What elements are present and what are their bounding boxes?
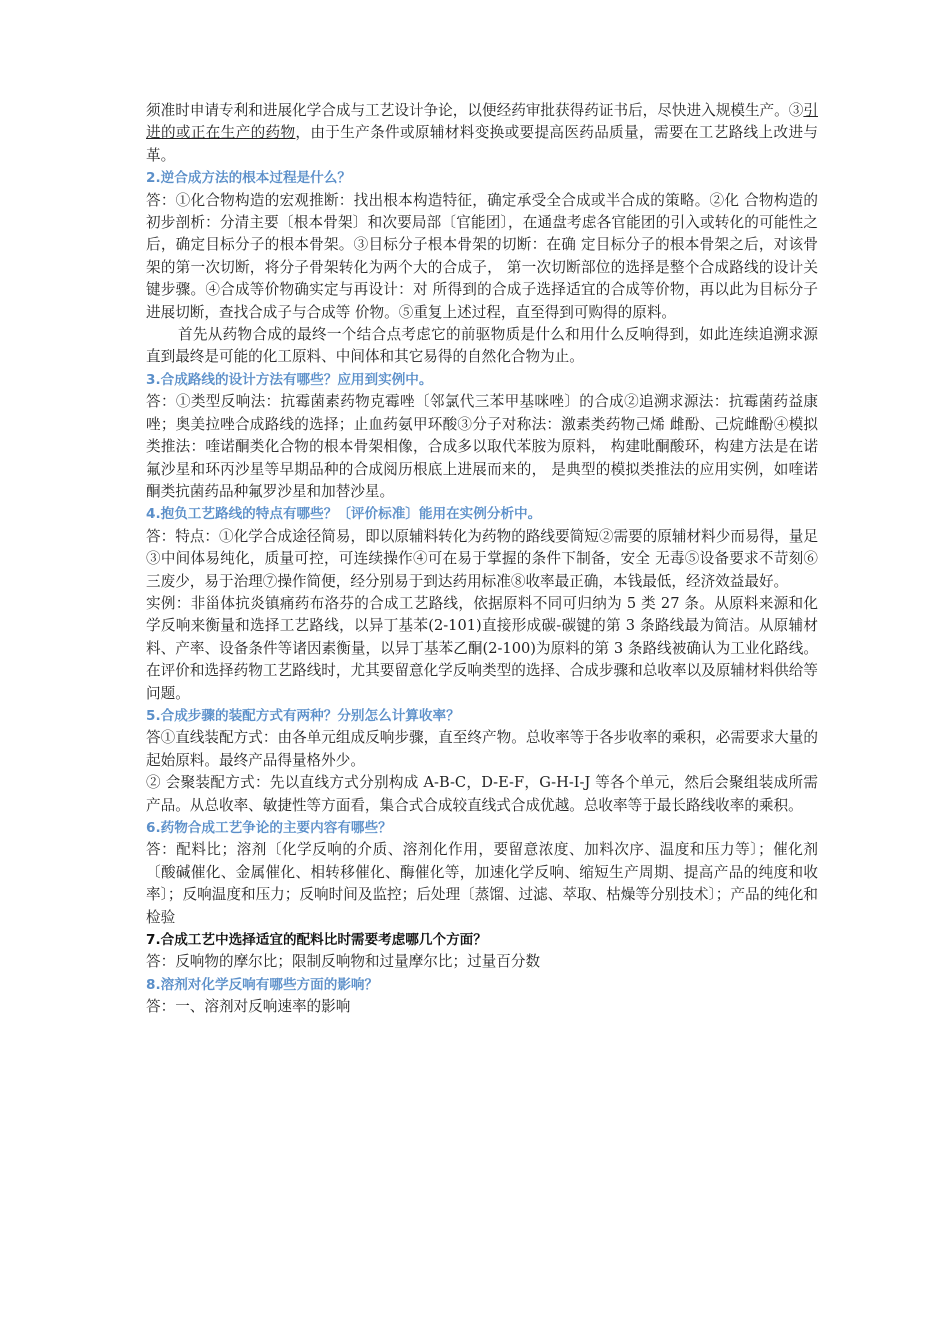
question-5: 5.合成步骤的装配方式有两种？分别怎么计算收率？ [146, 707, 460, 724]
question-4: 4.抱负工艺路线的特点有哪些？〔评价标准〕能用在实例分析中。 [146, 506, 542, 523]
question-2: 2.逆合成方法的根本过程是什么？ [146, 170, 351, 187]
question-6: 6.药物合成工艺争论的主要内容有哪些？ [146, 820, 392, 836]
answer-5-linear: 答①直线装配方式：由各单元组成反响步骤，直至终产物。总收率等于各步收率的乘积，必需要求大量的起始原料。最终产品得量格外少。 [146, 729, 818, 769]
answer-5-convergent: ② 会聚装配方式：先以直线方式分别构成 A-B-C，D-E-F，G-H-I-J 等各个单元，然后会聚组装成所需产品。从总收率、敏捷性等方面看，集合式合成较直线式合成优越。总收率等于最长路线收率的乘积。 [146, 774, 818, 814]
document-page [146, 100, 818, 1019]
answer-4: 答：特点：①化学合成途径简易，即以原辅料转化为药物的路线要简短②需要的原辅材料少而易得，量足③中间体易纯化，质量可控，可连续操作④可在易于掌握的条件下制备，安全 无毒⑤设备要求不苛刻⑥三废少，易于治理⑦操作简便，经分别易于到达药用标准⑧收率最正确，本钱最低，经济效益最好。 [146, 527, 818, 590]
answer-8: 答：一、溶剂对反响速率的影响 [146, 998, 351, 1016]
question-3: 3.合成路线的设计方法有哪些？应用到实例中。 [146, 371, 433, 388]
answer-6: 答：配料比；溶剂〔化学反响的介质、溶剂化作用，要留意浓度、加料次序、温度和压力等〕；催化剂〔酸碱催化、金属催化、相转移催化、酶催化等，加速化学反响、缩短生产周期、提高产品的纯度和收率〕；反响温度和压力；反响时间及监控；后处理〔蒸馏、过滤、萃取、枯燥等分别技术〕；产品的纯化和检验 [146, 841, 818, 926]
question-8: 8.溶剂对化学反响有哪些方面的影响？ [146, 976, 379, 993]
underlined-phrase: 引进的或正在生产的药物 [146, 102, 818, 142]
paragraph-intro: 须准时申请专利和进展化学合成与工艺设计争论，以便经药审批获得药证书后，尽快进入规模生产。③引进的或正在生产的药物，由于生产条件或原辅材料变换或要提高医药品质量，需要在工艺路线上改进与革。 [146, 102, 818, 164]
question-7: 7.合成工艺中选择适宜的配料比时需要考虑哪几个方面？ [146, 932, 487, 949]
answer-3: 答：①类型反响法：抗霉菌素药物克霉唑〔邻氯代三苯甲基咪唑〕的合成②追溯求源法：抗霉菌药益康唑；奥美拉唑合成路线的选择；止血药氨甲环酸③分子对称法：激素类药物己烯 雌酚、己烷雌酚④模拟类推法：喹诺酮类化合物的根本骨架相像，合成多以取代苯胺为原料， 构建吡酮酸环，构建方法是在诺氟沙星和环丙沙星等早期品种的合成阅历根底上进展而来的， 是典型的模拟类推法的应用实例，如喹诺酮类抗菌药品种氟罗沙星和加替沙星。 [146, 393, 818, 500]
answer-4-example: 实例：非甾体抗炎镇痛药布洛芬的合成工艺路线，依据原料不同可归纳为 5 类 27 条。从原料来源和化学反响来衡量和选择工艺路线，以异丁基苯(2-101)直接形成碳-碳键的第 3 条路线最为简洁。从原辅材料、产率、设备条件等诸因素衡量，以异丁基苯乙酮(2-100)为原料的第 3 条路线被确认为工业化路线。在评价和选择药物工艺路线时，尤其要留意化学反响类型的选择、合成步骤和总收率以及原辅材料供给等问题。 [146, 594, 818, 702]
answer-2-note: 首先从药物合成的最终一个结合点考虑它的前驱物质是什么和用什么反响得到，如此连续追溯求源直到最终是可能的化工原料、中间体和其它易得的自然化合物为止。 [146, 326, 818, 366]
answer-2: 答：①化合物构造的宏观推断：找出根本构造特征，确定承受全合成或半合成的策略。②化 合物构造的初步剖析：分清主要〔根本骨架〕和次要局部〔官能团〕，在通盘考虑各官能团的引入或转化的可能性之后，确定目标分子的根本骨架。③目标分子根本骨架的切断：在确 定目标分子的根本骨架之后，对该骨架的第一次切断，将分子骨架转化为两个大的合成子， 第一次切断部位的选择是整个合成路线的设计关键步骤。④合成等价物确实定与再设计：对 所得到的合成子选择适宜的合成等价物，再以此为目标分子进展切断，查找合成子与合成等 价物。⑤重复上述过程，直至得到可购得的原料。 [146, 191, 818, 321]
answer-7: 答：反响物的摩尔比；限制反响物和过量摩尔比；过量百分数 [146, 953, 541, 971]
